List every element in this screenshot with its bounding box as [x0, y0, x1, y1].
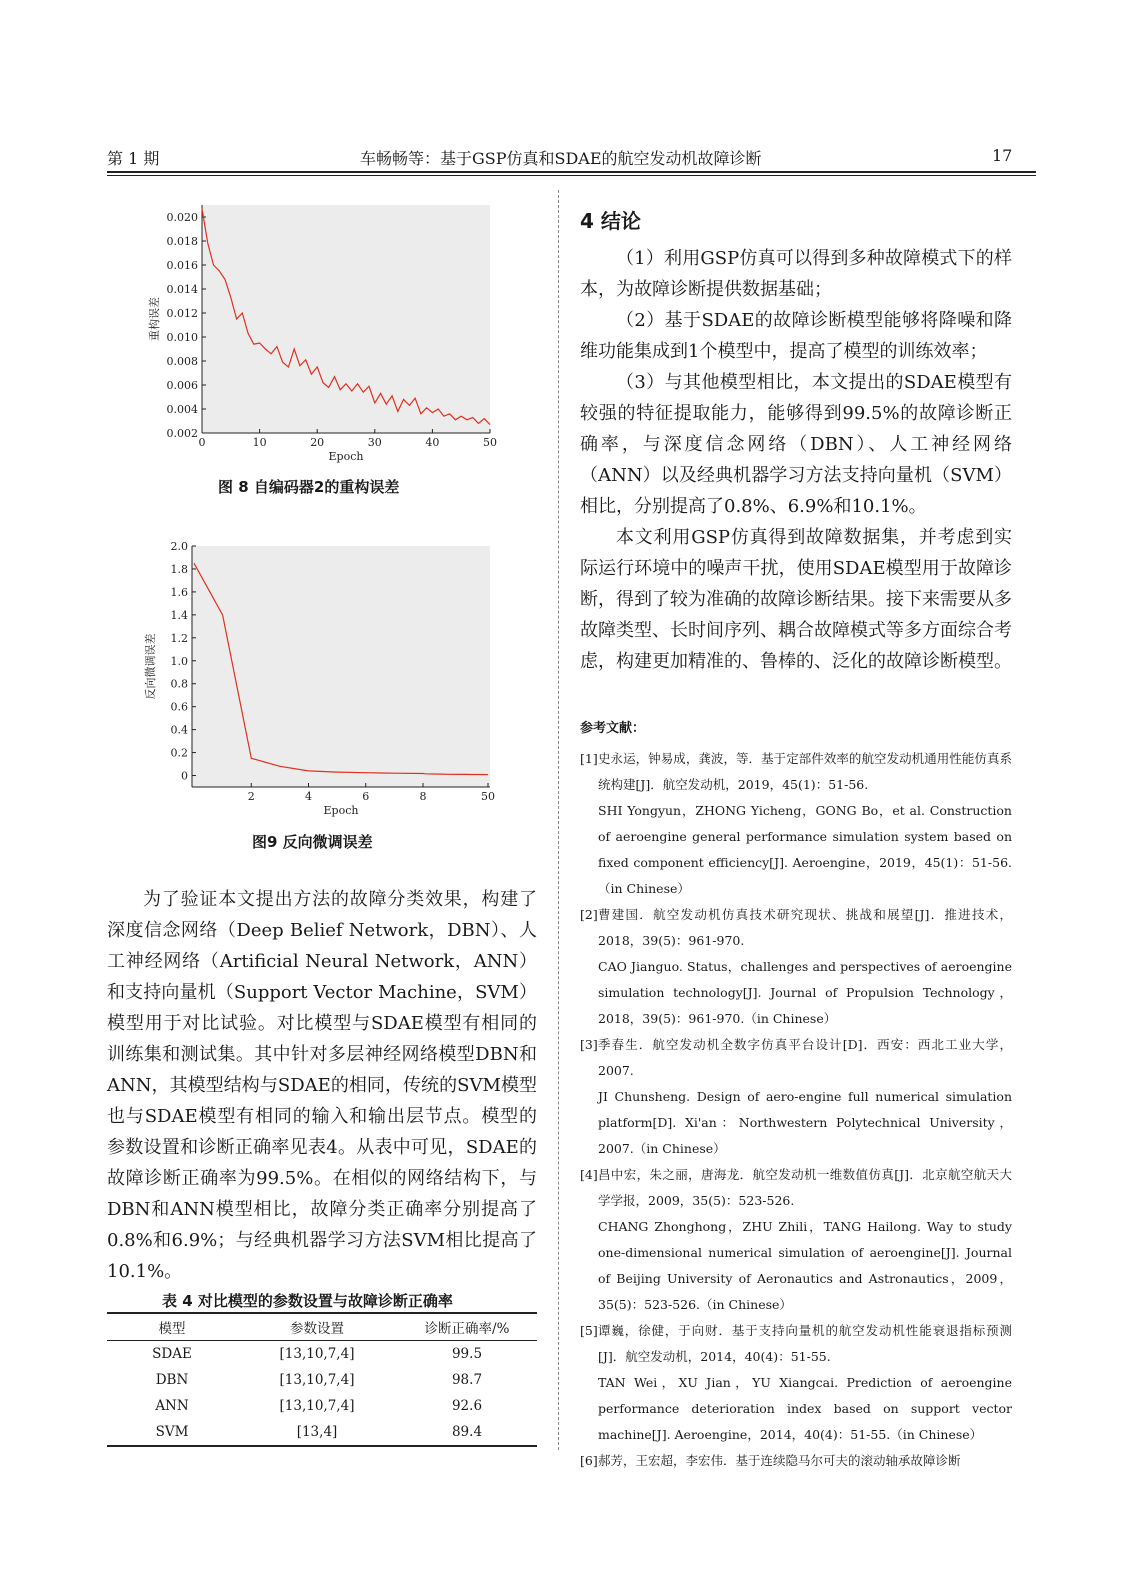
y-tick-label: 0.4	[170, 723, 188, 737]
x-tick-label: 0	[198, 436, 206, 449]
reference-number: [1]	[580, 751, 598, 766]
reference-en: CHANG Zhonghong，ZHU Zhili，TANG Hailong. Way to study one-dimensional numerical simulation of aeroengine[J]. Journal of Beijing University of Aeronautics and Astronautics，2009，35(5)：523-526.（in Chinese）	[598, 1219, 1012, 1312]
x-tick-label: 2	[247, 790, 255, 803]
conclusion-item-2: （2）基于SDAE的故障诊断模型能够将降噪和降维功能集成到1个模型中，提高了模型的训练效率；	[580, 310, 1012, 362]
y-tick-label: 2.0	[170, 540, 188, 553]
table-row	[107, 1393, 537, 1419]
reference-item	[580, 1448, 1012, 1474]
y-tick-label: 1.2	[170, 631, 188, 645]
reference-number: [6]	[580, 1453, 598, 1468]
cell-params: [13,10,7,4]	[279, 1372, 355, 1388]
x-tick-label: 10	[252, 436, 267, 449]
y-tick-label: 0.004	[166, 403, 198, 416]
x-tick-label: 50	[481, 790, 495, 803]
reference-en: SHI Yongyun，ZHONG Yicheng，GONG Bo，et al. Construction of aeroengine general performance simulation system based on fixed component efficiency[J]. Aeroengine，2019，45(1)：51-56.（in Chinese）	[598, 803, 1012, 896]
x-axis-label: Epoch	[323, 804, 359, 817]
cell-params: [13,10,7,4]	[279, 1346, 355, 1362]
plot-background	[202, 205, 490, 433]
conclusion-item-3: （3）与其他模型相比，本文提出的SDAE模型有较强的特征提取能力，能够得到99.5%的故障诊断正确率，与深度信念网络（DBN）、人工神经网络（ANN）以及经典机器学习方法支持向量机（SVM）相比，分别提高了0.8%、6.9%和10.1%。	[580, 372, 1012, 517]
col-header-model: 模型	[107, 1313, 237, 1341]
conclusion-item-1: （1）利用GSP仿真可以得到多种故障模式下的样本，为故障诊断提供数据基础；	[580, 248, 1012, 300]
cell-accuracy: 98.7	[451, 1372, 483, 1388]
y-tick-label: 0.6	[170, 700, 188, 714]
header-rule-thin	[107, 175, 1036, 176]
reference-en: CAO Jianguo. Status，challenges and perspectives of aeroengine simulation technology[J]. Journal of Propulsion Technology，2018，39(5)：961-970.（in Chinese）	[598, 959, 1012, 1026]
x-tick-label: 40	[425, 436, 440, 449]
cell-params: [13,4]	[237, 1419, 397, 1446]
y-tick-label: 0.014	[166, 283, 198, 296]
figure8-caption: 图 8 自编码器2的重构误差	[218, 478, 400, 496]
x-axis-label: Epoch	[328, 450, 364, 463]
y-tick-label: 0.010	[166, 331, 198, 344]
y-tick-label: 0.8	[170, 677, 188, 691]
reference-en: JI Chunsheng. Design of aero-engine full numerical simulation platform[D]. Xi'an：Northwestern Polytechnical University，2007.（in Chinese）	[598, 1089, 1012, 1156]
reference-number: [4]	[580, 1167, 598, 1182]
cell-accuracy: 89.4	[397, 1419, 537, 1446]
reference-zh: 郝芳，王宏超，李宏伟．基于连续隐马尔可夫的滚动轴承故障诊断	[598, 1453, 961, 1468]
figure8-chart	[140, 195, 510, 470]
reference-zh: 昌中宏，朱之丽，唐海龙．航空发动机一维数值仿真[J]．北京航空航天大学学报，2009，35(5)：523-526.	[598, 1167, 1012, 1208]
reference-item	[580, 1162, 1012, 1318]
table4	[107, 1312, 537, 1447]
y-axis-label: 反向微调误差	[144, 633, 157, 700]
y-tick-label: 0.020	[166, 211, 198, 224]
cell-model: SVM	[107, 1419, 237, 1446]
y-tick-label: 1.0	[170, 654, 188, 668]
table4-caption: 表 4 对比模型的参数设置与故障诊断正确率	[162, 1292, 453, 1310]
y-tick-label: 0.002	[166, 427, 198, 440]
table-row	[107, 1341, 537, 1368]
cell-params: [13,10,7,4]	[279, 1398, 355, 1414]
running-title: 车畅畅等：基于GSP仿真和SDAE的航空发动机故障诊断	[360, 149, 762, 168]
column-separator	[558, 190, 559, 1450]
reference-en: TAN Wei，XU Jian，YU Xiangcai. Prediction of aeroengine performance deterioration index based on support vector machine[J]. Aeroengine，2014，40(4)：51-55.（in Chinese）	[598, 1375, 1012, 1442]
reference-item	[580, 746, 1012, 902]
reference-zh: 谭巍，徐健，于向财．基于支持向量机的航空发动机性能衰退指标预测[J]．航空发动机，2014，40(4)：51-55.	[598, 1323, 1012, 1364]
y-tick-label: 0.006	[166, 379, 198, 392]
cell-accuracy: 99.5	[451, 1346, 483, 1362]
reference-item	[580, 902, 1012, 1032]
y-tick-label: 0.2	[170, 746, 188, 760]
x-tick-label: 30	[367, 436, 382, 449]
x-tick-label: 20	[310, 436, 325, 449]
section-title: 4 结论	[580, 209, 641, 233]
y-tick-label: 0	[181, 769, 188, 783]
issue-label: 第 1 期	[107, 149, 160, 168]
y-tick-label: 1.4	[170, 608, 188, 622]
col-header-accuracy: 诊断正确率/%	[397, 1313, 537, 1341]
y-tick-label: 1.6	[170, 585, 188, 599]
conclusion-text	[580, 243, 1012, 677]
figure8-plot	[147, 205, 497, 463]
y-axis-label: 重构误差	[148, 297, 161, 341]
plot-background	[192, 546, 490, 787]
reference-zh: 季春生．航空发动机全数字仿真平台设计[D]．西安：西北工业大学，2007.	[598, 1037, 1012, 1078]
figure9-plot	[143, 540, 495, 817]
y-tick-label: 0.012	[166, 307, 198, 320]
col-header-params: 参数设置	[237, 1313, 397, 1341]
figure9-chart	[140, 532, 510, 822]
table-header-row	[107, 1313, 537, 1341]
reference-number: [3]	[580, 1037, 598, 1052]
comparison-paragraph: 为了验证本文提出方法的故障分类效果，构建了深度信念网络（Deep Belief Network，DBN）、人工神经网络（Artificial Neural Network，ANN）和支持向量机（Support Vector Machine，SVM）模型用于对比试验。对比模型与SDAE模型有相同的训练集和测试集。其中针对多层神经网络模型DBN和ANN，其模型结构与SDAE的相同，传统的SVM模型也与SDAE模型有相同的输入和输出层节点。模型的参数设置和诊断正确率见表4。从表中可见，SDAE的故障诊断正确率为99.5%。在相似的网络结构下，与DBN和ANN模型相比，故障分类正确率分别提高了0.8%和6.9%；与经典机器学习方法SVM相比提高了10.1%。	[107, 889, 537, 1282]
y-tick-label: 0.008	[166, 355, 198, 368]
reference-list	[580, 746, 1012, 1474]
x-tick-label: 8	[419, 790, 427, 803]
x-tick-label: 6	[362, 790, 370, 803]
y-tick-label: 0.018	[166, 235, 198, 248]
conclusion-summary: 本文利用GSP仿真得到故障数据集，并考虑到实际运行环境中的噪声干扰，使用SDAE模型用于故障诊断，得到了较为准确的故障诊断结果。接下来需要从多故障类型、长时间序列、耦合故障模式等多方面综合考虑，构建更加精准的、鲁棒的、泛化的故障诊断模型。	[580, 527, 1012, 672]
reference-item	[580, 1318, 1012, 1448]
reference-item	[580, 1032, 1012, 1162]
table-row	[107, 1419, 537, 1446]
x-tick-label: 4	[305, 790, 312, 803]
x-tick-label: 50	[483, 436, 497, 449]
reference-zh: 曹建国．航空发动机仿真技术研究现状、挑战和展望[J]．推进技术，2018，39(5)：961-970.	[598, 907, 1012, 948]
reference-number: [5]	[580, 1323, 598, 1338]
y-tick-label: 0.016	[166, 259, 198, 272]
cell-model: DBN	[155, 1372, 189, 1388]
y-tick-label: 1.8	[170, 562, 188, 576]
left-body-text	[107, 884, 537, 1287]
cell-model: ANN	[155, 1398, 189, 1414]
cell-accuracy: 92.6	[451, 1398, 483, 1414]
table-row	[107, 1367, 537, 1393]
references-heading: 参考文献：	[580, 721, 646, 736]
header-rule	[107, 171, 1036, 173]
reference-zh: 史永运，钟易成，龚波，等．基于定部件效率的航空发动机通用性能仿真系统构建[J]．航空发动机，2019，45(1)：51-56.	[598, 751, 1012, 792]
reference-number: [2]	[580, 907, 598, 922]
page-number: 17	[992, 146, 1013, 165]
cell-model: SDAE	[152, 1346, 192, 1362]
figure9-caption: 图9 反向微调误差	[252, 833, 373, 851]
